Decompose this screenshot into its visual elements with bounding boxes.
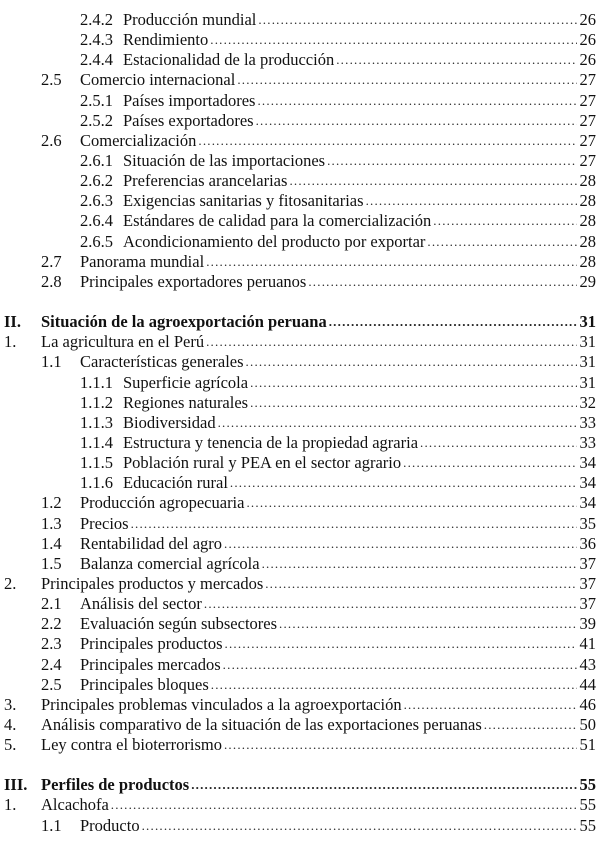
toc-entry-title: Preferencias arancelarias [123, 171, 288, 191]
toc-entry[interactable] [0, 735, 600, 755]
toc-entry-page: 43 [579, 654, 596, 674]
toc-entry-page: 55 [579, 795, 596, 815]
toc-entry-title: Países exportadores [123, 110, 254, 130]
toc-entry-line [80, 554, 596, 574]
toc-entry-number: 1.1 [41, 815, 62, 835]
toc-entry-line [123, 10, 596, 30]
toc-entry-number: 2.3 [41, 634, 62, 654]
toc-entry-title: Principales bloques [80, 674, 209, 694]
dot-leader [210, 30, 576, 50]
dot-leader [218, 413, 577, 433]
toc-entry-page: 41 [579, 634, 596, 654]
toc-entry[interactable] [0, 634, 600, 654]
toc-entry-page: 34 [579, 473, 596, 493]
toc-entry-number: 2.6 [41, 130, 62, 150]
toc-entry-line [80, 614, 596, 634]
toc-entry-page: 33 [579, 412, 596, 432]
toc-entry[interactable] [0, 10, 600, 30]
toc-entry[interactable] [0, 191, 600, 211]
toc-entry[interactable] [0, 151, 600, 171]
toc-entry-line [123, 91, 596, 111]
toc-entry-line [123, 151, 596, 171]
toc-entry-number: 4. [4, 714, 17, 734]
toc-entry-page: 31 [579, 312, 596, 332]
toc-entry-number: 2.4.4 [80, 50, 113, 70]
toc-entry[interactable] [0, 534, 600, 554]
toc-entry[interactable] [0, 252, 600, 272]
toc-entry[interactable] [0, 70, 600, 90]
toc-section-heading[interactable] [0, 775, 600, 795]
toc-entry-title: Producto [80, 815, 140, 835]
toc-entry-page: 28 [579, 171, 596, 191]
dot-leader [257, 91, 576, 111]
toc-entry-page: 46 [579, 694, 596, 714]
toc-entry-title: Regiones naturales [123, 392, 249, 412]
dot-leader [224, 534, 576, 554]
toc-entry-number: 3. [4, 694, 17, 714]
toc-entry-number: 1.3 [41, 513, 62, 533]
toc-entry-title: Evaluación según subsectores [80, 614, 278, 634]
toc-entry-title: Estacionalidad de la producción [123, 50, 335, 70]
toc-entry-line [123, 453, 596, 473]
toc-entry[interactable] [0, 675, 600, 695]
toc-entry-page: 35 [579, 513, 596, 533]
toc-entry-title: Principales productos [80, 634, 223, 654]
toc-entry-page: 44 [579, 674, 596, 694]
toc-entry-page: 26 [579, 30, 596, 50]
toc-entry-page: 37 [579, 594, 596, 614]
dot-leader [206, 332, 576, 352]
toc-entry-title: Educación rural [123, 473, 228, 493]
dot-leader [329, 312, 577, 332]
toc-entry-line [41, 735, 596, 755]
toc-entry-number: 1.4 [41, 533, 62, 553]
toc-entry-page: 31 [579, 332, 596, 352]
toc-entry-title: Comercio internacional [80, 70, 236, 90]
toc-entry-number: 1.1.6 [80, 473, 113, 493]
toc-entry-line [123, 50, 596, 70]
toc-entry-number: 2.1 [41, 594, 62, 614]
toc-entry-line [41, 312, 596, 332]
dot-leader [366, 191, 577, 211]
toc-entry-title: Ley contra el bioterrorismo [41, 735, 222, 755]
dot-leader [484, 715, 577, 735]
section-spacer [0, 292, 600, 312]
toc-entry[interactable] [0, 695, 600, 715]
dot-leader [111, 795, 577, 815]
toc-entry-number: 1.1.4 [80, 432, 113, 452]
toc-entry-line [41, 695, 596, 715]
toc-entry-title: Análisis del sector [80, 594, 202, 614]
toc-entry-title: Comercialización [80, 130, 197, 150]
toc-entry-page: 36 [579, 533, 596, 553]
toc-entry-number: 2.6.5 [80, 231, 113, 251]
toc-entry-title: Características generales [80, 352, 244, 372]
toc-entry-line [123, 211, 596, 231]
toc-entry[interactable] [0, 232, 600, 252]
dot-leader [246, 352, 577, 372]
toc-entry-number: 2.4.2 [80, 10, 113, 29]
dot-leader [262, 554, 577, 574]
toc-entry-line [80, 634, 596, 654]
toc-entry-number: 1. [4, 332, 17, 352]
toc-entry[interactable] [0, 211, 600, 231]
toc-entry[interactable] [0, 715, 600, 735]
dot-leader [204, 594, 577, 614]
toc-entry-number: 2. [4, 573, 17, 593]
toc-entry-page: 28 [579, 211, 596, 231]
toc-entry-title: Población rural y PEA en el sector agrario [123, 453, 402, 473]
toc-entry-page: 28 [579, 231, 596, 251]
toc-entry-line [123, 473, 596, 493]
dot-leader [223, 655, 577, 675]
toc-entry-page: 26 [579, 50, 596, 70]
toc-entry[interactable] [0, 413, 600, 433]
toc-entry-number: II. [4, 312, 21, 332]
toc-entry-number: 2.8 [41, 271, 62, 291]
toc-entry-line [41, 775, 596, 795]
toc-entry[interactable] [0, 594, 600, 614]
toc-entry[interactable] [0, 30, 600, 50]
toc-entry-page: 27 [579, 110, 596, 130]
dot-leader [230, 473, 577, 493]
toc-entry-title: Producción mundial [123, 10, 257, 29]
toc-entry-line [123, 232, 596, 252]
toc-entry-title: Análisis comparativo de la situación de las exportaciones peruanas [41, 714, 482, 734]
toc-entry-number: 2.6.3 [80, 191, 113, 211]
toc-entry-page: 32 [579, 392, 596, 412]
toc-entry-title: Producción agropecuaria [80, 493, 245, 513]
dot-leader [250, 393, 576, 413]
toc-entry-page: 27 [579, 130, 596, 150]
toc-entry-title: Exigencias sanitarias y fitosanitarias [123, 191, 364, 211]
toc-entry[interactable] [0, 433, 600, 453]
toc-entry-title: Estructura y tenencia de la propiedad agraria [123, 432, 419, 452]
dot-leader [420, 433, 576, 453]
dot-leader [237, 70, 576, 90]
toc-entry-page: 55 [579, 775, 596, 795]
toc-entry-page: 27 [579, 150, 596, 170]
toc-entry-number: 1.2 [41, 493, 62, 513]
toc-entry-line [123, 171, 596, 191]
toc-entry[interactable] [0, 332, 600, 352]
toc-entry-line [80, 272, 596, 292]
toc-entry-number: 5. [4, 735, 17, 755]
toc-entry[interactable] [0, 473, 600, 493]
section-spacer [0, 755, 600, 775]
dot-leader [279, 614, 576, 634]
toc-entry-line [123, 413, 596, 433]
toc-entry-title: Balanza comercial agrícola [80, 553, 260, 573]
toc-entry-number: III. [4, 775, 28, 795]
dot-leader [427, 232, 576, 252]
toc-entry[interactable] [0, 272, 600, 292]
toc-entry-number: 1.1 [41, 352, 62, 372]
dot-leader [265, 574, 576, 594]
toc-entry-title: Países importadores [123, 90, 256, 110]
dot-leader [308, 272, 576, 292]
toc-entry[interactable] [0, 614, 600, 634]
toc-entry[interactable] [0, 352, 600, 372]
toc-entry[interactable] [0, 514, 600, 534]
toc-entry-number: 1.1.5 [80, 453, 113, 473]
dot-leader [206, 252, 576, 272]
toc-entry-number: 2.4 [41, 654, 62, 674]
toc-entry-line [80, 252, 596, 272]
toc-entry-line [123, 393, 596, 413]
dot-leader [404, 695, 577, 715]
dot-leader [246, 493, 576, 513]
toc-entry-title: Principales exportadores peruanos [80, 271, 307, 291]
toc-entry-title: Acondicionamiento del producto por exportar [123, 231, 426, 251]
toc-entry-page: 28 [579, 191, 596, 211]
toc-entry-page: 33 [579, 432, 596, 452]
toc-entry-page: 37 [579, 573, 596, 593]
toc-entry[interactable] [0, 50, 600, 70]
toc-entry[interactable] [0, 655, 600, 675]
toc-entry[interactable] [0, 493, 600, 513]
toc-entry-number: 2.2 [41, 614, 62, 634]
toc-entry-page: 31 [579, 372, 596, 392]
toc-entry-line [80, 514, 596, 534]
toc-entry-line [41, 332, 596, 352]
dot-leader [225, 634, 577, 654]
toc-entry-title: Alcachofa [41, 795, 109, 815]
toc-entry-number: 1.1.3 [80, 412, 113, 432]
dot-leader [258, 10, 576, 30]
toc-entry-title: Estándares de calidad para la comercialización [123, 211, 432, 231]
dot-leader [289, 171, 576, 191]
toc-entry[interactable] [0, 111, 600, 131]
toc-entry-page: 31 [579, 352, 596, 372]
toc-entry-line [123, 111, 596, 131]
toc-entry-title: La agricultura en el Perú [41, 332, 205, 352]
toc-entry-page: 29 [579, 271, 596, 291]
toc-entry-title: Principales productos y mercados [41, 573, 264, 593]
toc-entry[interactable] [0, 393, 600, 413]
toc-entry-line [80, 655, 596, 675]
toc-entry-number: 2.4.3 [80, 30, 113, 50]
toc-entry-number: 1.1.1 [80, 372, 113, 392]
toc-entry-line [123, 373, 596, 393]
toc-entry-page: 39 [579, 614, 596, 634]
toc-entry-line [80, 493, 596, 513]
toc-entry-page: 34 [579, 493, 596, 513]
toc-entry[interactable] [0, 373, 600, 393]
toc-entry-line [123, 433, 596, 453]
toc-entry-title: Situación de las importaciones [123, 150, 326, 170]
toc-entry-title: Rendimiento [123, 30, 209, 50]
dot-leader [327, 151, 576, 171]
toc-entry-line [80, 534, 596, 554]
toc-entry-title: Biodiversidad [123, 412, 216, 432]
toc-entry[interactable] [0, 171, 600, 191]
toc-entry-number: 2.6.4 [80, 211, 113, 231]
toc-entry-page: 37 [579, 553, 596, 573]
toc-entry[interactable] [0, 574, 600, 594]
toc-entry-page: 27 [579, 90, 596, 110]
toc-entry-title: Panorama mundial [80, 251, 205, 271]
toc-entry-number: 2.5.1 [80, 90, 113, 110]
toc-entry-title: Rentabilidad del agro [80, 533, 223, 553]
toc-entry-title: Perfiles de productos [41, 775, 190, 795]
dot-leader [211, 675, 577, 695]
toc-entry[interactable] [0, 554, 600, 574]
toc-entry-page: 27 [579, 70, 596, 90]
dot-leader [224, 735, 577, 755]
toc-entry-page: 50 [579, 714, 596, 734]
toc-entry-line [41, 574, 596, 594]
toc-entry-line [123, 30, 596, 50]
toc-entry-title: Principales mercados [80, 654, 221, 674]
toc-entry-page: 28 [579, 251, 596, 271]
dot-leader [198, 131, 576, 151]
dot-leader [336, 50, 576, 70]
dot-leader [256, 111, 577, 131]
toc-entry-line [80, 675, 596, 695]
toc-entry-page: 51 [579, 735, 596, 755]
toc-entry-number: 2.6.2 [80, 171, 113, 191]
toc-entry-title: Superficie agrícola [123, 372, 249, 392]
toc-entry-title: Situación de la agroexportación peruana [41, 312, 327, 332]
toc-entry-line [80, 816, 596, 836]
toc-entry-number: 2.5 [41, 70, 62, 90]
dot-leader [433, 211, 576, 231]
dot-leader [191, 775, 576, 795]
toc-entry[interactable] [0, 131, 600, 151]
toc-entry-line [80, 594, 596, 614]
toc-entry-number: 2.7 [41, 251, 62, 271]
toc-entry-line [80, 131, 596, 151]
dot-leader [142, 816, 577, 836]
toc-entry[interactable] [0, 91, 600, 111]
toc-entry-page: 34 [579, 453, 596, 473]
toc-entry-page: 55 [579, 815, 596, 835]
toc-entry-line [80, 70, 596, 90]
toc-entry-title: Precios [80, 513, 129, 533]
dot-leader [131, 514, 577, 534]
toc-entry-line [80, 352, 596, 372]
toc-entry-page: 26 [579, 10, 596, 29]
toc-entry-line [41, 795, 596, 815]
toc-entry-number: 2.5 [41, 674, 62, 694]
toc-entry[interactable] [0, 795, 600, 815]
toc-entry-number: 1.1.2 [80, 392, 113, 412]
toc-section-heading[interactable] [0, 312, 600, 332]
toc-entry[interactable] [0, 453, 600, 473]
toc-entry[interactable] [0, 816, 600, 836]
toc-entry-title: Principales problemas vinculados a la agroexportación [41, 694, 402, 714]
toc-entry-number: 2.6.1 [80, 150, 113, 170]
dot-leader [250, 373, 576, 393]
toc-entry-number: 2.5.2 [80, 110, 113, 130]
toc-entry-number: 1. [4, 795, 17, 815]
toc-entry-line [41, 715, 596, 735]
toc-entry-number: 1.5 [41, 553, 62, 573]
dot-leader [403, 453, 576, 473]
toc-entry-line [123, 191, 596, 211]
